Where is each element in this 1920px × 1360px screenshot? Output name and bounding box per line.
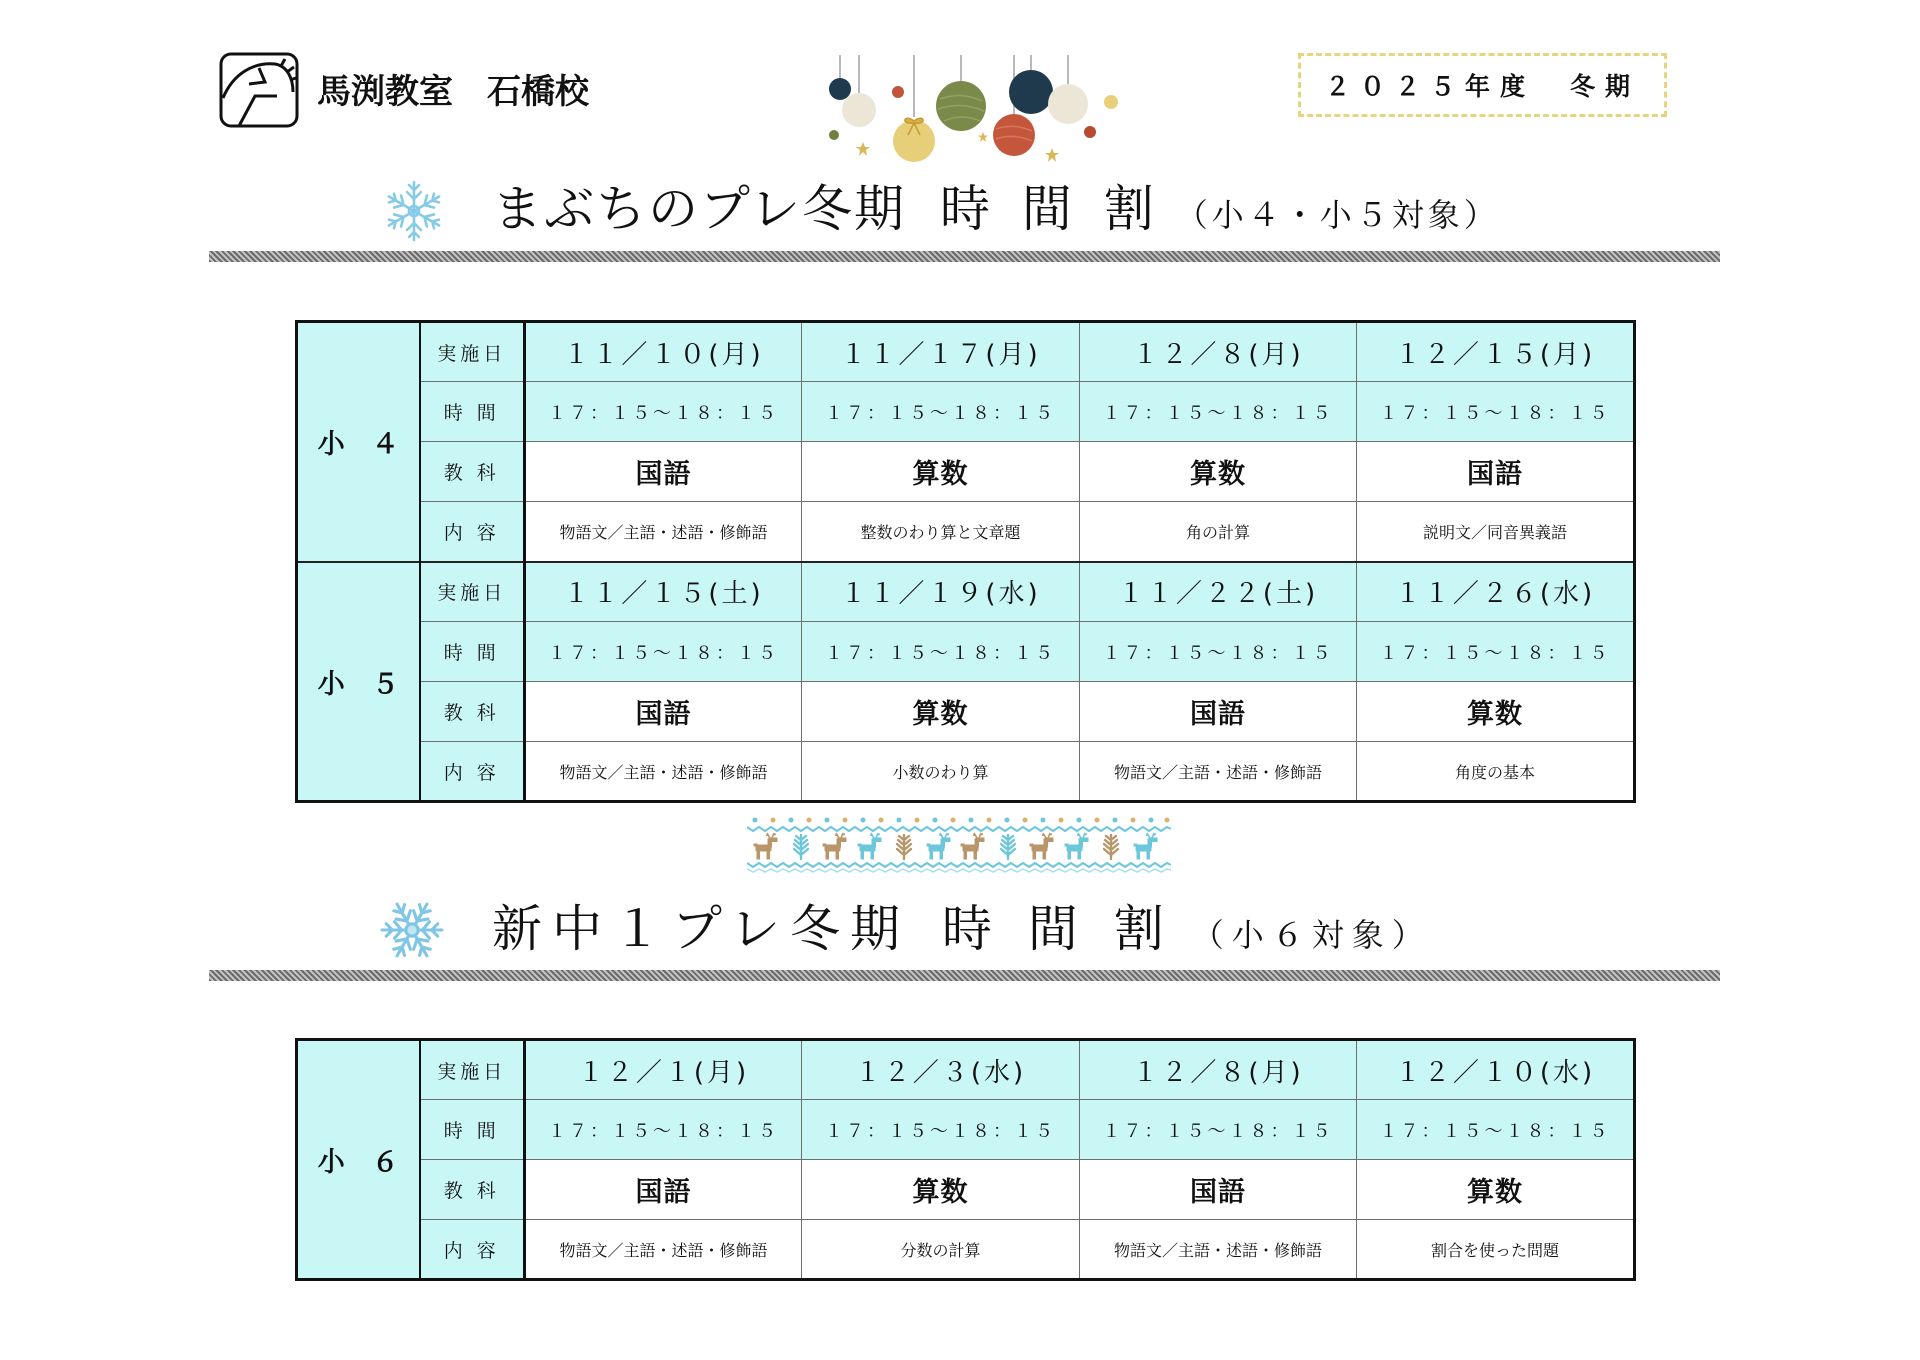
session-content: 説明文／同音異義語 [1357, 502, 1635, 562]
subject-row [297, 682, 1635, 742]
session-subject: 国語 [1080, 682, 1357, 742]
section2-title-suffix: 時 間 割 [942, 900, 1174, 958]
session-time: １７：１５～１８：１５ [1080, 1100, 1357, 1160]
session-time: １７：１５～１８：１５ [802, 1100, 1080, 1160]
session-time: １７：１５～１８：１５ [802, 622, 1080, 682]
content-row [297, 502, 1635, 562]
timetable-grade6 [295, 1038, 1636, 1281]
session-content: 割合を使った問題 [1357, 1220, 1635, 1280]
row-label-date: 実施日 [420, 562, 525, 622]
row-label-time: 時 間 [420, 622, 525, 682]
session-date: １１／１９(水) [802, 562, 1080, 622]
session-subject: 算数 [802, 682, 1080, 742]
session-content: 物語文／主語・述語・修飾語 [1080, 1220, 1357, 1280]
session-time: １７：１５～１８：１５ [802, 382, 1080, 442]
date-row [297, 562, 1635, 622]
row-label-time: 時 間 [420, 1100, 525, 1160]
section2-title-main: 新中１プレ冬期 [492, 900, 910, 958]
reindeer-pattern-border-icon [747, 816, 1171, 873]
section1-title-main: まぶちのプレ冬期 [492, 180, 906, 238]
session-subject: 算数 [802, 442, 1080, 502]
grade-label: 小 ５ [297, 562, 420, 802]
time-row [297, 622, 1635, 682]
subject-row [297, 442, 1635, 502]
session-subject: 国語 [525, 1160, 802, 1220]
session-time: １７：１５～１８：１５ [1357, 382, 1635, 442]
snowflake-icon [381, 178, 447, 244]
session-content: 小数のわり算 [802, 742, 1080, 802]
session-subject: 算数 [1357, 682, 1635, 742]
session-content: 分数の計算 [802, 1220, 1080, 1280]
row-label-time: 時 間 [420, 382, 525, 442]
session-date: １１／１０(月) [525, 322, 802, 382]
session-subject: 国語 [1357, 442, 1635, 502]
time-row [297, 1100, 1635, 1160]
session-date: １２／１(月) [525, 1040, 802, 1100]
row-label-content: 内 容 [420, 742, 525, 802]
session-content: 物語文／主語・述語・修飾語 [525, 1220, 802, 1280]
session-date: １２／８(月) [1080, 322, 1357, 382]
row-label-content: 内 容 [420, 502, 525, 562]
horse-logo-icon [219, 52, 299, 128]
session-time: １７：１５～１８：１５ [1357, 1100, 1635, 1160]
row-label-subject: 教 科 [420, 442, 525, 502]
session-time: １７：１５～１８：１５ [1080, 622, 1357, 682]
year-term-text: ２０２５年度 冬期 [1324, 72, 1640, 101]
time-row [297, 382, 1635, 442]
session-subject: 国語 [525, 682, 802, 742]
session-subject: 国語 [525, 442, 802, 502]
row-label-date: 実施日 [420, 322, 525, 382]
section2-target: （小６対象） [1191, 916, 1432, 954]
content-row [297, 1220, 1635, 1280]
hanging-ornaments-icon [822, 55, 1122, 167]
grade-label: 小 ４ [297, 322, 420, 562]
session-date: １２／３(水) [802, 1040, 1080, 1100]
session-date: １１／１５(土) [525, 562, 802, 622]
session-content: 角度の基本 [1357, 742, 1635, 802]
section2-title-underline [209, 970, 1720, 981]
timetable-grade4-5 [295, 320, 1636, 803]
session-subject: 算数 [1080, 442, 1357, 502]
session-time: １７：１５～１８：１５ [525, 1100, 802, 1160]
session-time: １７：１５～１８：１５ [525, 382, 802, 442]
session-time: １７：１５～１８：１５ [525, 622, 802, 682]
session-time: １７：１５～１８：１５ [1080, 382, 1357, 442]
session-date: １２／８(月) [1080, 1040, 1357, 1100]
session-date: １１／２６(水) [1357, 562, 1635, 622]
section1-title-suffix: 時 間 割 [940, 180, 1162, 238]
session-subject: 国語 [1080, 1160, 1357, 1220]
session-time: １７：１５～１８：１５ [1357, 622, 1635, 682]
session-date: １２／１０(水) [1357, 1040, 1635, 1100]
session-date: １２／１５(月) [1357, 322, 1635, 382]
date-row [297, 322, 1635, 382]
subject-row [297, 1160, 1635, 1220]
session-content: 角の計算 [1080, 502, 1357, 562]
row-label-subject: 教 科 [420, 1160, 525, 1220]
year-term-badge [1298, 53, 1667, 117]
session-content: 物語文／主語・述語・修飾語 [1080, 742, 1357, 802]
row-label-subject: 教 科 [420, 682, 525, 742]
row-label-content: 内 容 [420, 1220, 525, 1280]
session-content: 物語文／主語・述語・修飾語 [525, 502, 802, 562]
section1-title-underline [209, 251, 1720, 262]
grade-label: 小 ６ [297, 1040, 420, 1280]
session-content: 物語文／主語・述語・修飾語 [525, 742, 802, 802]
school-name: 馬渕教室 石橋校 [317, 72, 589, 112]
session-date: １１／１７(月) [802, 322, 1080, 382]
section1-target: （小４・小５対象） [1175, 196, 1500, 234]
snowflake-icon [378, 896, 446, 964]
session-subject: 算数 [1357, 1160, 1635, 1220]
session-subject: 算数 [802, 1160, 1080, 1220]
content-row [297, 742, 1635, 802]
session-date: １１／２２(土) [1080, 562, 1357, 622]
section2-title [492, 896, 1432, 962]
row-label-date: 実施日 [420, 1040, 525, 1100]
session-content: 整数のわり算と文章題 [802, 502, 1080, 562]
date-row [297, 1040, 1635, 1100]
section1-title [492, 176, 1500, 242]
